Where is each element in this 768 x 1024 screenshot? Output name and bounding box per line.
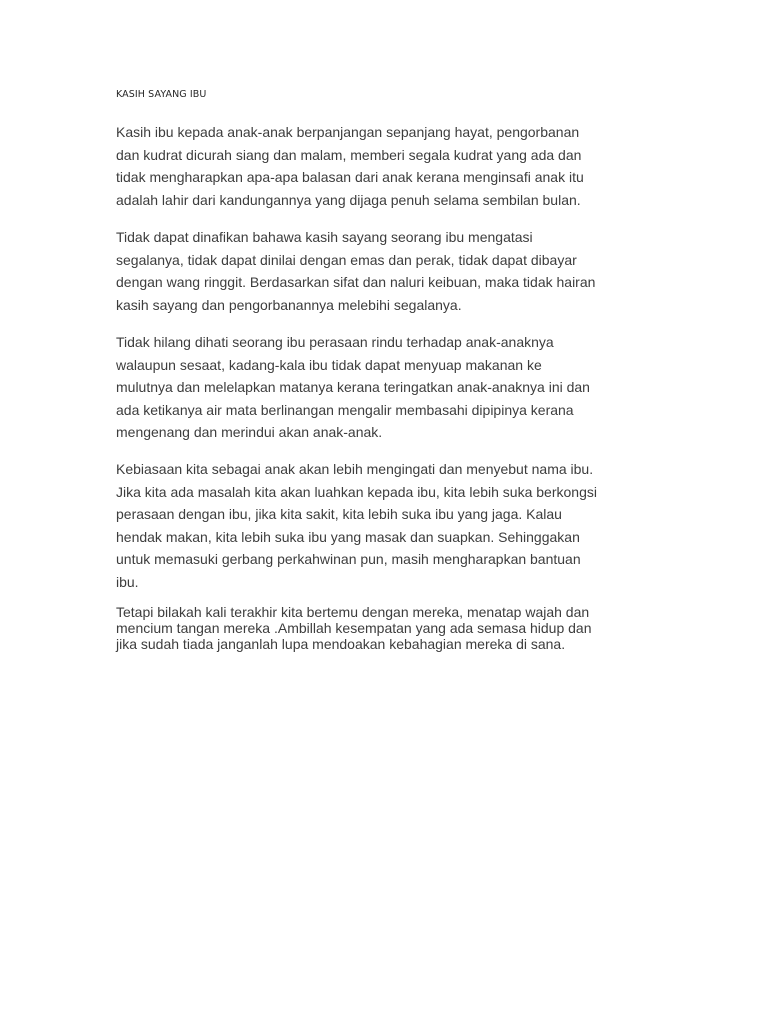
paragraph-line: mengenang dan merindui akan anak-anak. <box>116 424 383 441</box>
paragraph-line: kasih sayang dan pengorbanannya melebihi segalanya. <box>116 296 462 313</box>
paragraph-line: dan kudrat dicurah siang dan malam, memberi segala kudrat yang ada dan <box>116 146 582 163</box>
paragraph-5 <box>116 604 656 652</box>
paragraph-4 <box>116 458 656 594</box>
paragraph-line: Tidak dapat dinafikan bahawa kasih sayang seorang ibu mengatasi <box>116 229 533 245</box>
paragraph-line: hendak makan, kita lebih suka ibu yang masak dan suapkan. Sehinggakan <box>116 528 580 545</box>
paragraph-line: walaupun sesaat, kadang-kala ibu tidak dapat menyuap makanan ke <box>116 356 542 373</box>
paragraph-line: ibu. <box>116 573 139 590</box>
paragraph-line: jika sudah tiada janganlah lupa mendoakan kebahagian mereka di sana. <box>116 636 566 652</box>
paragraph-line: segalanya, tidak dapat dinilai dengan emas dan perak, tidak dapat dibayar <box>116 251 577 268</box>
paragraph-line: untuk memasuki gerbang perkahwinan pun, masih mengharapkan bantuan <box>116 551 581 568</box>
paragraph-line: ada ketikanya air mata berlinangan mengalir membasahi dipipinya kerana <box>116 401 574 418</box>
paragraph-line: Jika kita ada masalah kita akan luahkan kepada ibu, kita lebih suka berkongsi <box>116 483 597 500</box>
paragraph-1 <box>116 121 656 211</box>
paragraph-line: perasaan dengan ibu, jika kita sakit, kita lebih suka ibu yang jaga. Kalau <box>116 506 562 523</box>
paragraph-line: mencium tangan mereka .Ambillah kesempatan yang ada semasa hidup dan <box>116 620 592 636</box>
paragraph-2 <box>116 226 656 316</box>
paragraph-line: Tidak hilang dihati seorang ibu perasaan rindu terhadap anak-anaknya <box>116 334 554 350</box>
paragraph-3 <box>116 331 656 444</box>
paragraph-line: mulutnya dan melelapkan matanya kerana teringatkan anak-anaknya ini dan <box>116 379 590 396</box>
paragraph-line: Kasih ibu kepada anak-anak berpanjangan sepanjang hayat, pengorbanan <box>116 124 580 140</box>
document-title: KASIH SAYANG IBU <box>116 89 207 100</box>
paragraph-line: dengan wang ringgit. Berdasarkan sifat dan naluri keibuan, maka tidak hairan <box>116 274 596 291</box>
paragraph-line: tidak mengharapkan apa-apa balasan dari anak kerana menginsafi anak itu <box>116 169 584 186</box>
paragraph-line: adalah lahir dari kandungannya yang dijaga penuh selama sembilan bulan. <box>116 191 581 208</box>
paragraph-line: Kebiasaan kita sebagai anak akan lebih mengingati dan menyebut nama ibu. <box>116 461 594 477</box>
paragraph-line: Tetapi bilakah kali terakhir kita bertemu dengan mereka, menatap wajah dan <box>116 604 590 620</box>
